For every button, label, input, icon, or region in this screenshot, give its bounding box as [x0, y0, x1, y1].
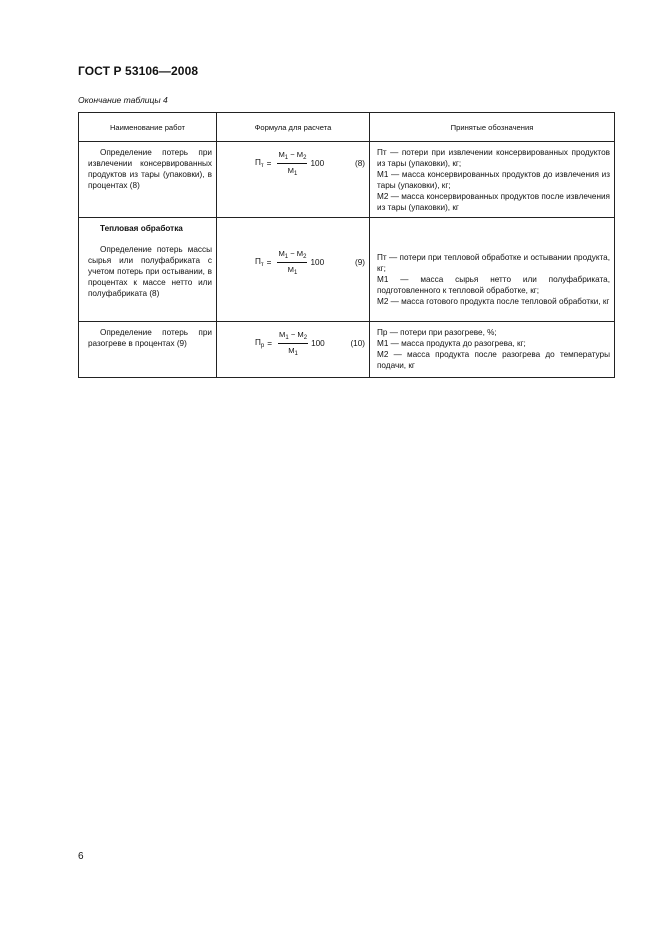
formula-factor: 100 [310, 159, 325, 168]
work-name-cell [79, 218, 217, 322]
formula-fraction [278, 329, 308, 358]
formula-denominator: $М_1$ [288, 346, 298, 357]
notation-line: Пт — потери при извлечении консервированных продуктов из тары (упаковки), кг; [377, 148, 610, 168]
formulas-table [78, 112, 615, 378]
notation-line: М2 — масса продукта после разогрева до температуры подачи, кг [377, 350, 610, 370]
formula [255, 248, 324, 277]
notation-line: М1 — масса продукта до разогрева, кг; [377, 339, 526, 348]
document-header-title: ГОСТ Р 53106—2008 [78, 64, 199, 78]
notation-cell [370, 218, 615, 322]
work-name-cell [79, 142, 217, 218]
formula-denominator: $М_1$ [287, 265, 298, 276]
work-name: Определение потерь при извлечении консервированных продуктов из тары (упаковки), в процентах (8) [88, 148, 212, 190]
equation-number: (10) [350, 339, 365, 348]
equation-number: (9) [354, 258, 365, 267]
table-row [79, 218, 615, 322]
table-row [79, 142, 615, 218]
formula-numerator: $М_1 - М_2$ [278, 329, 308, 344]
formula-cell [217, 218, 370, 322]
formula-equals: = [267, 339, 273, 348]
work-name: Определение потерь при разогреве в процентах (9) [88, 328, 212, 348]
notation-line: М2 — масса готового продукта после тепловой обработки, кг [377, 297, 610, 306]
formula-fraction [277, 149, 307, 178]
notation-line: Пр — потери при разогреве, %; [377, 328, 497, 337]
formula-equals: = [266, 258, 272, 267]
formula-lhs: $П_т$ [255, 257, 264, 268]
section-heading: Тепловая обработка [100, 224, 183, 233]
table-row [79, 322, 615, 378]
notation-cell [370, 142, 615, 218]
work-name: Определение потерь массы сырья или полуфабриката с учетом потерь при остывании, в процентах к массе нетто или полуфабриката (8) [88, 245, 212, 298]
formula-cell [217, 322, 370, 378]
equation-number: (8) [354, 159, 365, 168]
table-header-row [79, 113, 615, 142]
formula [255, 149, 324, 178]
formula-numerator: $М_1 - М_2$ [277, 149, 307, 164]
formula-lhs: $П_т$ [255, 158, 264, 169]
notation-cell [370, 322, 615, 378]
formula-fraction [277, 248, 307, 277]
column-header: Наименование работ [79, 113, 217, 142]
column-header: Формула для расчета [217, 113, 370, 142]
formula [255, 329, 325, 358]
formula-numerator: $М_1 - М_2$ [277, 248, 307, 263]
formula-cell [217, 142, 370, 218]
page-number: 6 [78, 851, 84, 862]
formula-factor: 100 [311, 339, 325, 348]
notation-line: Пт — потери при тепловой обработке и остывании продукта, кг; [377, 253, 610, 273]
table-caption: Окончание таблицы 4 [78, 95, 168, 105]
notation-line: М1 — масса консервированных продуктов до извлечения из тары (упаковки), кг; [377, 170, 610, 190]
work-name-cell [79, 322, 217, 378]
formula-denominator: $М_1$ [287, 166, 298, 177]
column-header: Принятые обозначения [370, 113, 615, 142]
formula-factor: 100 [310, 258, 325, 267]
formula-lhs: $П_р$ [255, 338, 265, 349]
notation-line: М1 — масса сырья нетто или полуфабриката, подготовленного к тепловой обработке, кг; [377, 275, 610, 295]
notation-line: М2 — масса консервированных продуктов после извлечения из тары (упаковки), кг [377, 192, 610, 212]
formula-equals: = [266, 159, 272, 168]
